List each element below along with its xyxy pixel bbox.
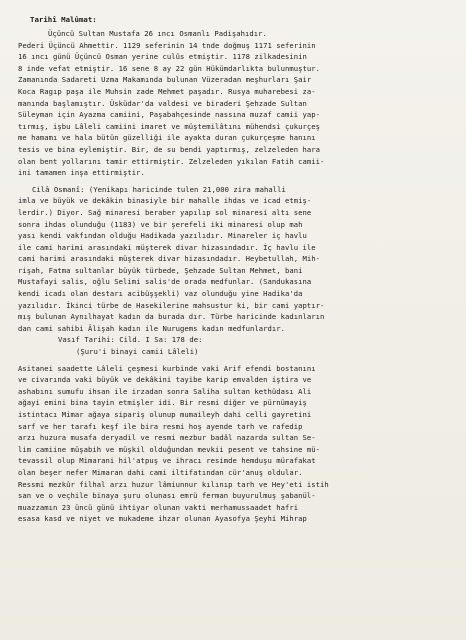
text-line: olan beşer nefer Mimaran dahi cami iltifatından cür'anuş oldular. [18, 467, 303, 477]
text-line: muazzamın 23 üncü günü ihtiyar olunan vakti merhamussaadet hafri [18, 502, 299, 512]
text-line: Süleyman için Ayazma camiini, Paşabahçesinde nassına muzaf camii yap- [18, 110, 321, 120]
text-line: imla ve büyük ve dekâkin binasiyle bir mahalle ihdas ve icad etmiş- [18, 196, 312, 206]
text-line: ağayi emini bina tayin etmişler idi. Bir resmi diğer ve pürnümayiş [18, 398, 307, 408]
paragraph-history [18, 28, 452, 179]
reference-subtitle: (Şuru'i binayi camii Lâleli) [76, 347, 199, 357]
text-line: tırmış, işbu Lâleli camiini imaret ve müştemilâtını mühendsi çukurçeş [18, 121, 321, 131]
text-line: ini tamamen inşa ettirmiştir. [18, 168, 145, 178]
text-line: mış bulunan Aynılhayat kadın da burada dır. Türbe haricinde kadınların [18, 312, 325, 322]
text-line: san ve o veçhile binaya şuru olunası emrü ferman buyurulmuş şabanül- [18, 491, 316, 501]
text-line: esasa kasd ve niyet ve mukademe ihzar olunan Ayasofya Şeyhi Mihrap [18, 514, 307, 524]
text-line: ashabını sumufu ihsan ile irzadan sonra Saliha sultan kethüdası Ali [18, 386, 312, 396]
text-line: olan bent yollarını tamir ettirmiştir. Zelzeleden yıkılan Fatih camii- [18, 156, 325, 166]
text-line: yazılıdır. İkinci türbe de Hasekilerine mahsustur ki, bir cami yaptır- [18, 300, 325, 310]
text-line: Asitanei saadette Lâleli çeşmesi kurbinde vaki Arif efendi bostanını [18, 363, 316, 373]
text-line: lerdir.) Diyor. Sağ minaresi beraber yapılıp sol minaresi altı sene [18, 207, 312, 217]
text-line: kendi icadı olan destarı acibüşşekli) vaz olunduğu yine Hadika'da [18, 289, 303, 299]
text-line: Üçüncü Sultan Mustafa 26 ıncı Osmanlı Padişahıdır. [48, 29, 267, 38]
text-line: Mustafayi salis, oğlu Selimi salis'de orada medfunlar. (Sandukasına [18, 277, 312, 287]
text-line: tesis ve bina eylemiştir. Bir, de su bendi yaptırmış, zelzeleden hara [18, 144, 321, 154]
text-line: arzı huzura musafa deryadil ve resmi mezbur badâl nazarda sultan Se- [18, 433, 316, 443]
section-title: Tarihî Malûmat: [30, 15, 97, 24]
text-line: Koca Ragıp paşa ile Muhsin zade Mehmet paşadır. Rusya muharebesi za- [18, 86, 316, 96]
text-line: Ressmi mezkûr filhal arzı huzur lâmiunnur kılınıp tarh ve Hey'eti istih [18, 479, 329, 489]
text-line: rişah, Fatma sultanlar büyük türbede, Şehzade Sultan Mehmet, bani [18, 265, 303, 275]
text-line: yası kendi vakfından olduğu Hadikada yazılıdır. Minareler iç havlu [18, 231, 307, 241]
reference-title: Vasıf Tarihi: Cild. I Sa: 178 de: [58, 335, 203, 345]
text-line: lim camiine müşabih ve müşkil olduğundan mevkii pesent ve tahsine mü- [18, 444, 321, 454]
text-line: tevassil olup Mimarani hil'atpuş ve ihracı resimde hemduşu mürafakat [18, 456, 316, 466]
text-line: dan cami sahibi Âlişah kadın ile Nurugems kadın medfunlardır. [18, 323, 286, 333]
text-line: Pederi Üçüncü Ahmettir. 1129 seferinin 14 tnde doğmuş 1171 seferinin [18, 40, 316, 50]
text-line: Cilâ Osmanî: (Yenikapı haricinde tulen 21,000 zira mahalli [32, 184, 286, 194]
paragraph-vasif [18, 363, 452, 525]
text-line: manında başlamıştır. Üsküdar'da valdesi ve biraderi Şehzade Sultan [18, 98, 307, 108]
text-line: 16 ıncı günü Üçüncü Osman yerine culûs etmiştir. 1178 zilkadesinin [18, 52, 307, 62]
text-line: istintacı Mimar ağaya sipariş olunup mumaileyh dahi celli gayretini [18, 410, 312, 419]
paragraph-cilai-osmani [18, 184, 452, 335]
text-line: Zamanında Sadareti Uzma Makamında bulunan Vüzeradan meşhurları Şair [18, 75, 312, 85]
text-line: ve civarında vaki büyük ve dekâkini tayibe karip emvalden iştira ve [18, 375, 312, 385]
text-line: sarf ve her tarafı keşf ile bira resmi hoş ayende tarh ve rafedip [18, 421, 303, 431]
text-line: cami harimi arasındaki müşterek divar hizasındadır. Heybetullah, Mih- [18, 254, 321, 264]
text-line: ile cami harimi arasındaki müşterek divar hizasındadır. İç havlu ile [18, 242, 316, 252]
text-line: sonra ihdas olunduğu (1183) ve bir şerefeli iki minaresi olup mah [18, 219, 303, 229]
text-line: 8 inde vefat etmiştir. 16 sene 8 ay 22 gün Hükümdarlıkta bulunmuştur. [18, 63, 321, 73]
text-line: me hamamı ve hala bütün güzelliği ile ayakta duran çukurçeşme hanını [18, 133, 316, 143]
